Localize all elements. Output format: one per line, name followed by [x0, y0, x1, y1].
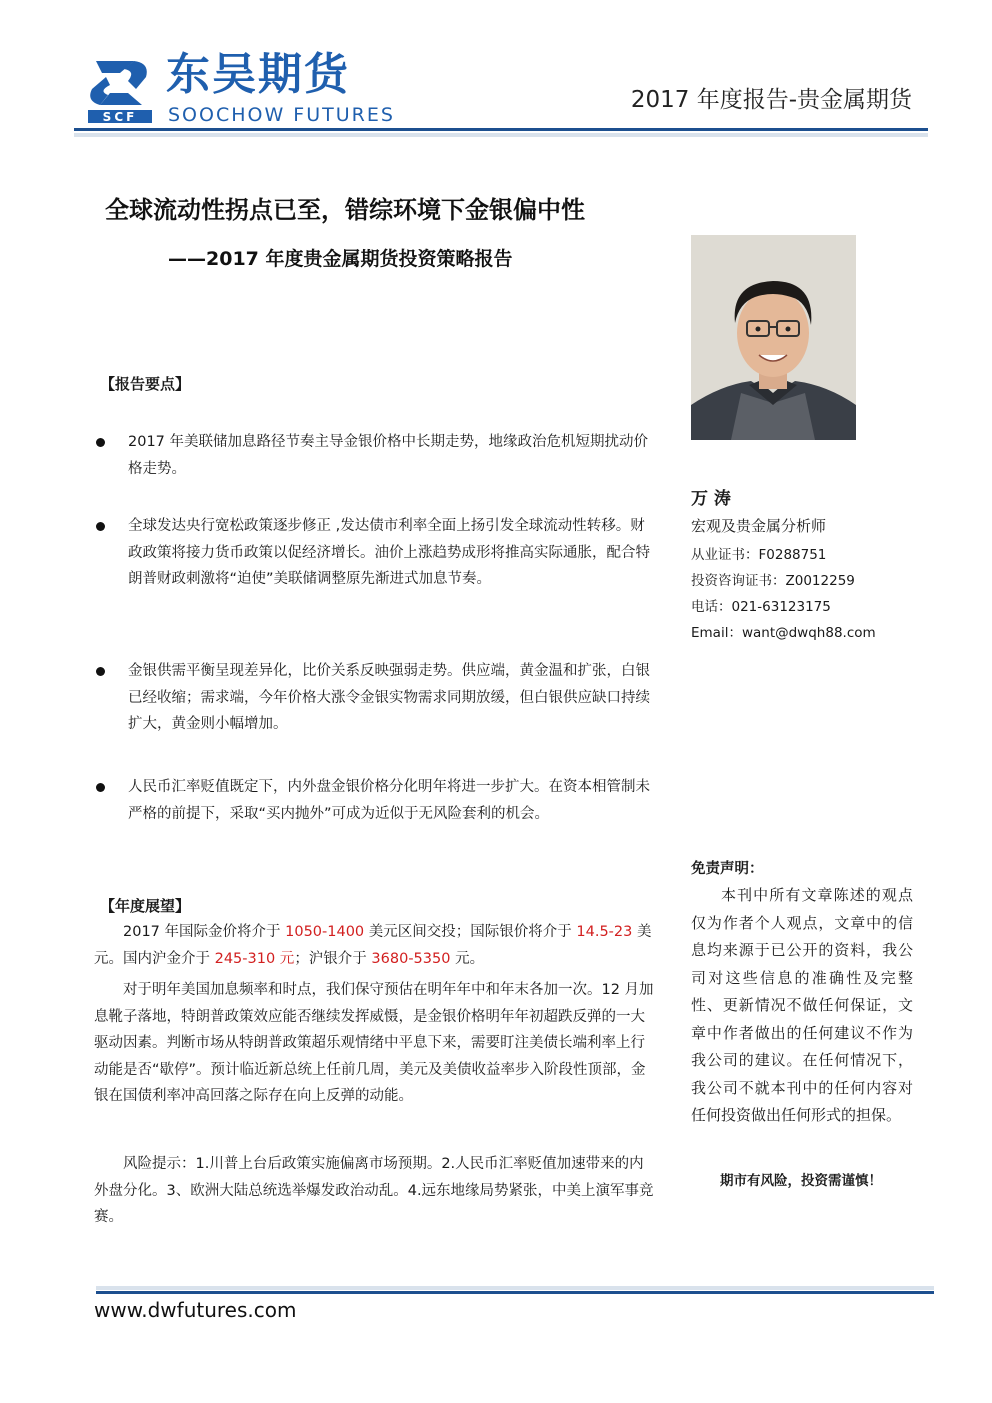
analyst-name: 万 涛: [691, 489, 731, 509]
gold-shfe-range: 245-310 元: [214, 950, 295, 967]
logo-mark-icon: [88, 55, 152, 125]
outlook-rate-paragraph: 对于明年美国加息频率和时点，我们保守预估在明年年中和年末各加一次。12 月加息靴子落地，特朗普政策效应能否继续发挥威慑，是金银价格明年年初超跌反弹的一大驱动因素。判断市场从特朗普政策超乐观情绪中平息下来，需要盯注美债长端利率上行动能是否“歇停”。预计临近新总统上任前几周，美元及美债收益率步入阶段性顶部，金银在国债利率冲高回落之际存在向上反弹的动能。: [94, 982, 654, 1104]
footer-rule: [96, 1291, 934, 1294]
disclaimer-heading: 免责声明：: [691, 861, 764, 877]
key-point-item: 金银供需平衡呈现差异化，比价关系反映强弱走势。供应端，黄金温和扩张，白银已经收缩；需求端，今年价格大涨令金银实物需求同期放缓，但白银供应缺口持续扩大，黄金则小幅增加。: [128, 663, 650, 732]
footer-rule-shadow: [96, 1286, 934, 1290]
footer-website-link[interactable]: www.dwfutures.com: [94, 1298, 297, 1322]
outlook-heading: 【年度展望】: [100, 897, 191, 915]
analyst-cert: 从业证书：F0288751: [691, 547, 827, 563]
page-subtitle: ——2017 年度贵金属期货投资策略报告: [168, 248, 513, 270]
page-title: 全球流动性拐点已至，错综环境下金银偏中性: [105, 196, 585, 224]
outlook-text: ；沪银介于: [294, 950, 372, 967]
silver-shfe-range: 3680-5350: [371, 950, 451, 967]
silver-intl-range: 14.5-23: [576, 924, 633, 940]
logo-chinese-name: 东吴期货: [166, 49, 350, 100]
header-rule-shadow: [74, 133, 928, 137]
bullet-icon: [96, 438, 105, 447]
key-points-heading: 【报告要点】: [100, 375, 191, 393]
key-point-item: 全球发达央行宽松政策逐步修正 ,发达债市利率全面上扬引发全球流动性转移。财政政策将接力货币政策以促经济增长。油价上涨趋势成形将推高实际通胀，配合特朗普财政刺激将“迫使”美联储调整原先渐进式加息节奏。: [128, 518, 650, 587]
analyst-email[interactable]: Email：want@dwqh88.com: [691, 625, 876, 641]
logo-mark-label: SCF: [102, 110, 138, 124]
analyst-photo: [691, 235, 856, 440]
outlook-text: 美元。国内沪金介于: [94, 924, 652, 967]
header-report-title: 2017 年度报告-贵金属期货: [630, 87, 912, 113]
analyst-role: 宏观及贵金属分析师: [691, 517, 827, 535]
outlook-price-paragraph: [94, 919, 658, 972]
key-point-item: 人民币汇率贬值既定下，内外盘金银价格分化明年将进一步扩大。在资本相管制未严格的前提下，采取“买内抛外”可成为近似于无风险套利的机会。: [128, 779, 650, 822]
outlook-text: 2017 年国际金价将介于: [123, 924, 286, 940]
analyst-phone: 电话：021-63123175: [691, 599, 831, 615]
key-point-item: 2017 年美联储加息路径节奏主导金银价格中长期走势，地缘政治危机短期扰动价格走势。: [128, 434, 649, 477]
outlook-text: 美元区间交投；国际银价将介于: [364, 924, 577, 940]
risk-tagline: 期市有风险，投资需谨慎！: [720, 1173, 882, 1189]
analyst-advisory-cert: 投资咨询证书：Z0012259: [691, 573, 855, 589]
risk-warning-paragraph: 风险提示：1.川普上台后政策实施偏离市场预期。2.人民币汇率贬值加速带来的内外盘分化。3、欧洲大陆总统选举爆发政治动乱。4.远东地缘局势紧张，中美上演军事竞赛。: [94, 1156, 654, 1225]
disclaimer-body: 本刊中所有文章陈述的观点仅为作者个人观点，文章中的信息均来源于已公开的资料，我公司对这些信息的准确性及完整性、更新情况不做任何保证，文章中作者做出的任何建议不作为我公司的建议。在任何情况下，我公司不就本刊中的任何内容对任何投资做出任何形式的担保。: [691, 886, 913, 1124]
bullet-icon: [96, 522, 105, 531]
header-rule: [74, 128, 928, 131]
logo-english-name: SOOCHOW FUTURES: [168, 104, 395, 126]
gold-intl-range: 1050-1400: [285, 924, 365, 940]
bullet-icon: [96, 783, 105, 792]
outlook-text: 元。: [450, 950, 485, 967]
bullet-icon: [96, 667, 105, 676]
